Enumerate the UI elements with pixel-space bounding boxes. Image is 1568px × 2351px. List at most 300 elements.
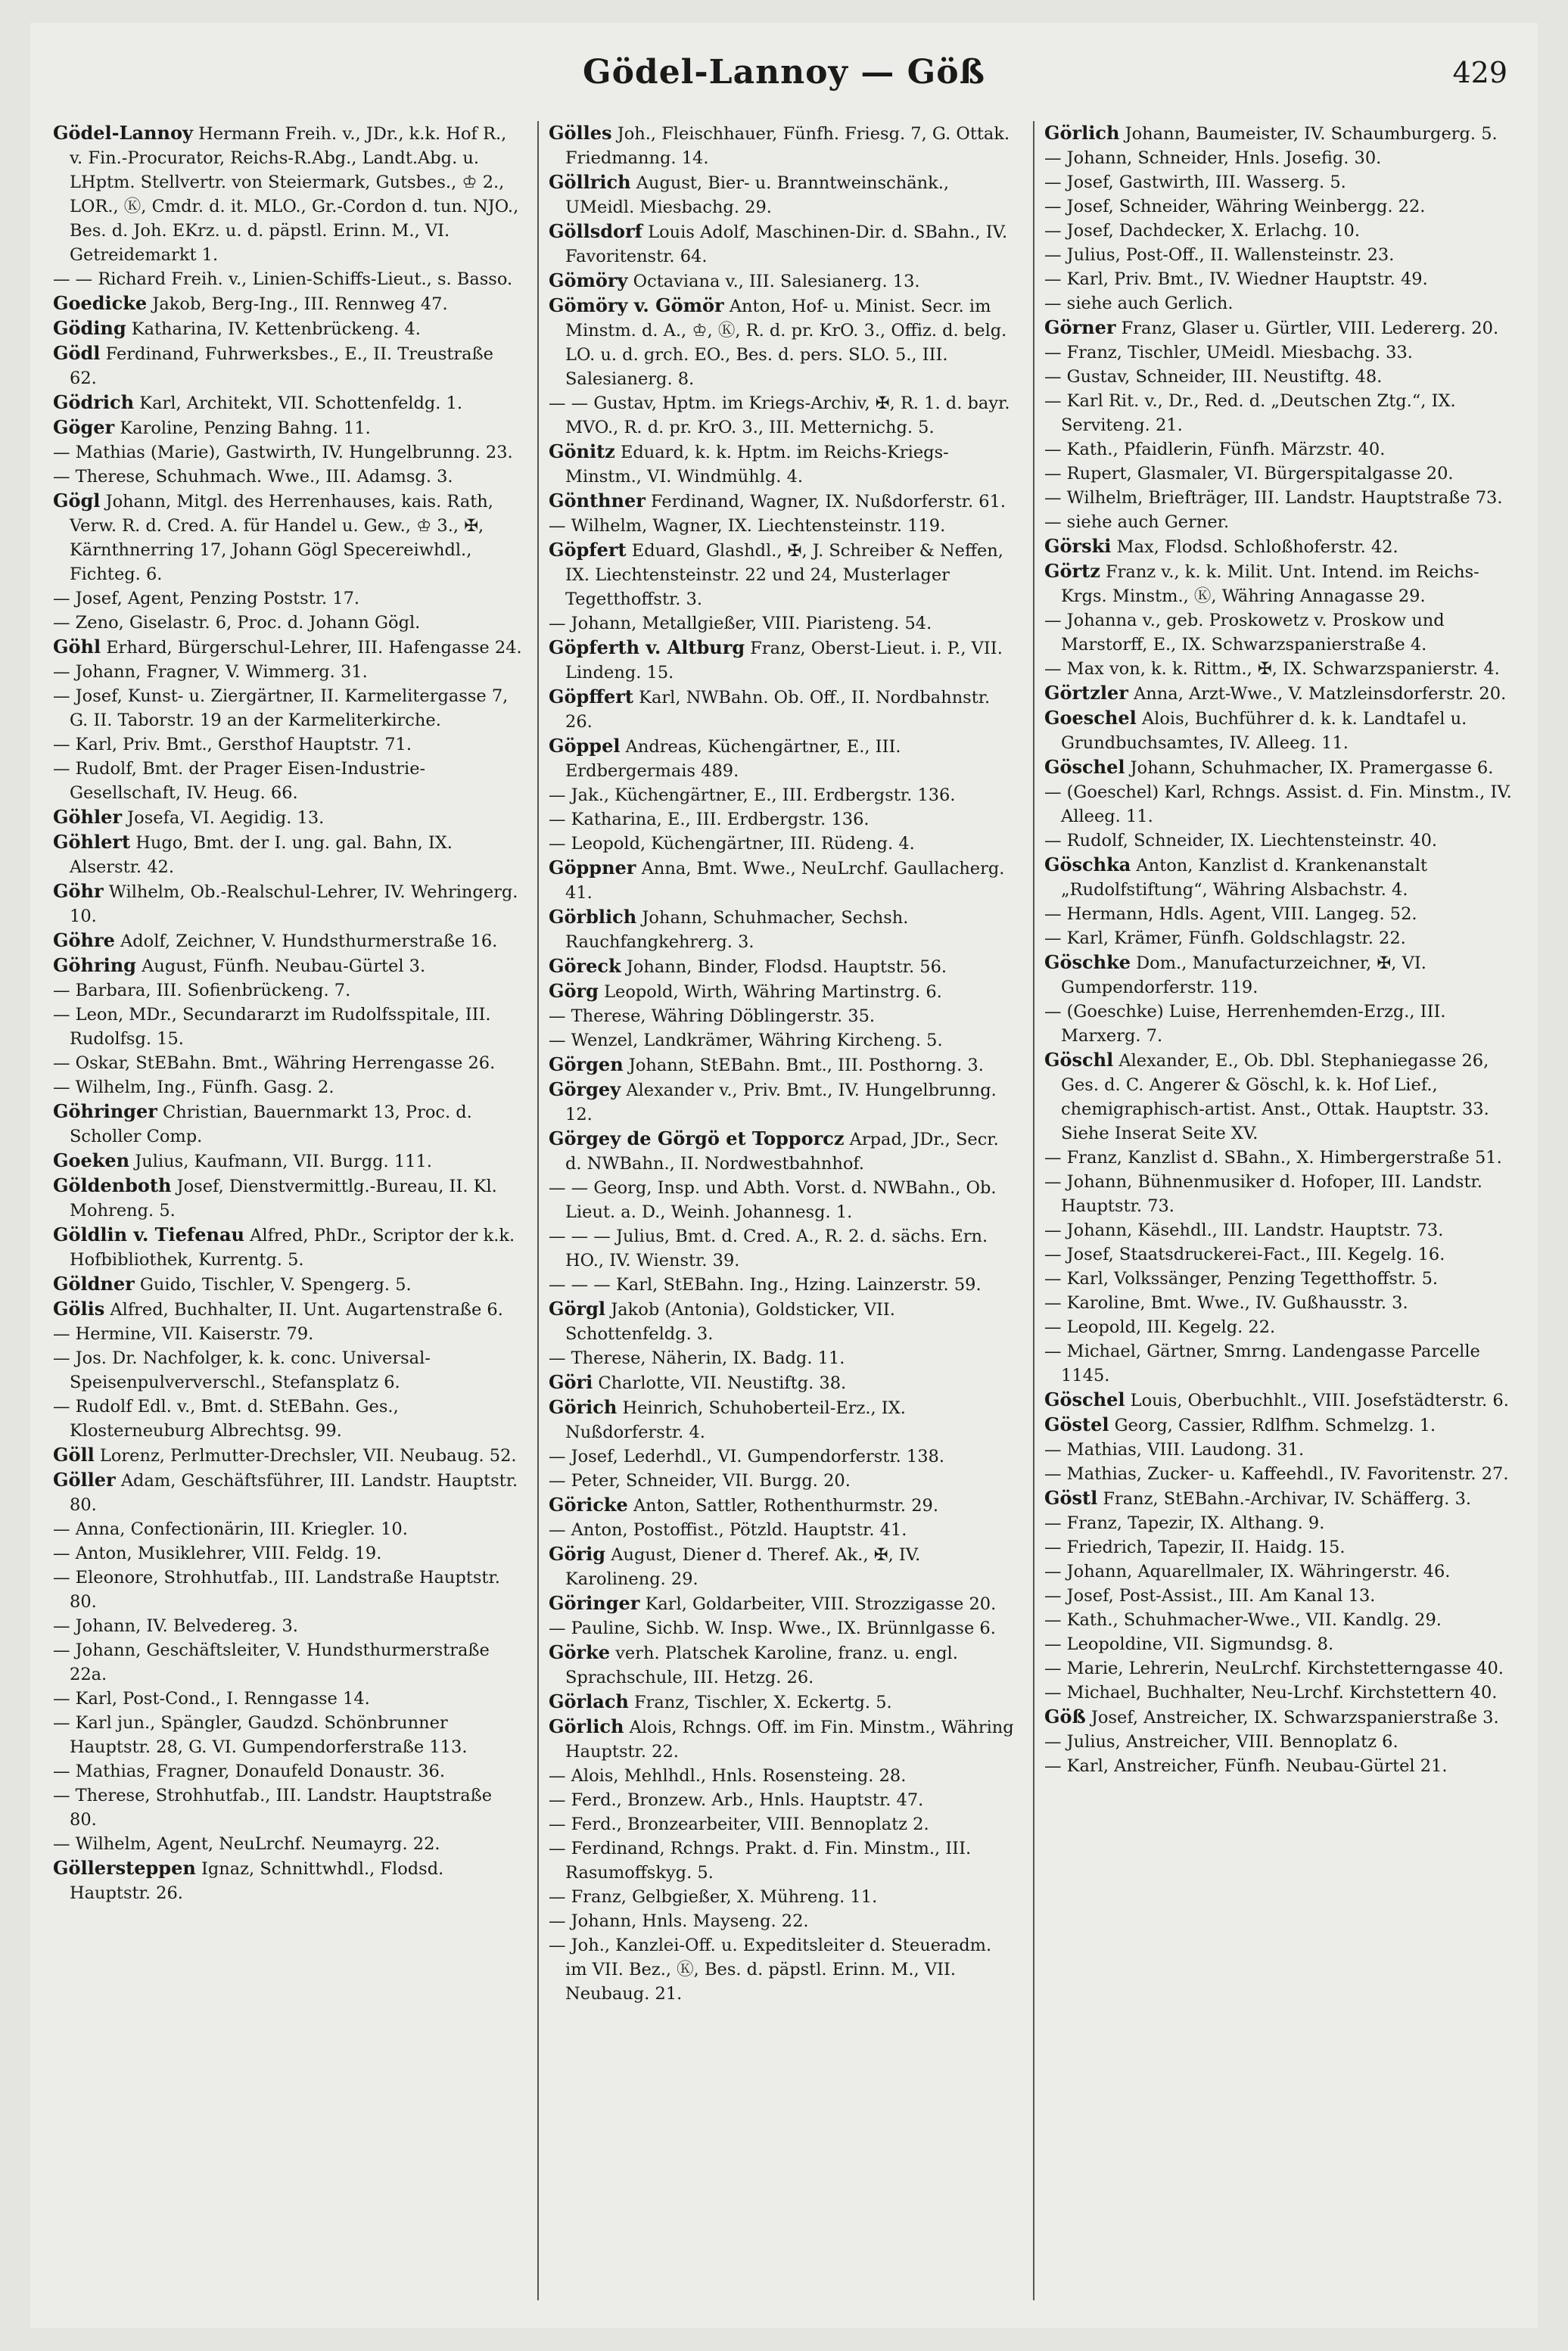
entry-details: Peter, Schneider, VII. Burgg. 20. xyxy=(571,1471,851,1491)
entry-ditto-dash: — xyxy=(1044,1002,1062,1022)
directory-entry xyxy=(1044,1267,1514,1291)
entry-surname: Göldlin v. Tiefenau xyxy=(53,1224,244,1245)
entry-details: Michael, Gärtner, Smrng. Landengasse Parcelle 1145. xyxy=(1061,1342,1480,1385)
directory-entry xyxy=(549,636,1018,685)
directory-entry xyxy=(1044,194,1514,219)
directory-entry xyxy=(53,1638,522,1687)
directory-entry xyxy=(1044,316,1514,341)
entry-surname: Göhlert xyxy=(53,831,131,853)
entry-surname: Gönitz xyxy=(549,440,615,462)
directory-entry xyxy=(549,1764,1018,1788)
directory-page xyxy=(30,23,1538,2328)
directory-entry xyxy=(549,685,1018,734)
directory-entry xyxy=(53,830,522,879)
directory-entry xyxy=(549,1224,1018,1273)
entry-surname: Gömöry xyxy=(549,269,628,291)
entry-details: Johann, Aquarellmaler, IX. Währingerstr. 46. xyxy=(1066,1562,1451,1581)
directory-entry xyxy=(549,856,1018,905)
entry-ditto-dash: — xyxy=(1044,367,1062,387)
entry-ditto-dash: — xyxy=(549,1887,566,1907)
entry-surname: Görtzler xyxy=(1044,682,1128,704)
directory-entry xyxy=(1044,1705,1514,1730)
entry-details: Gustav, Hptm. im Kriegs-Archiv, ✠, R. 1. d. bayr. MVO., R. d. pr. KrO. 3., III. Metternichg. 5. xyxy=(565,393,1010,437)
entry-details: Ignaz, Schnittwhdl., Flodsd. Hauptstr. 26. xyxy=(70,1859,444,1903)
directory-entry xyxy=(53,440,522,465)
entry-ditto-dash: — xyxy=(53,443,70,462)
directory-entry xyxy=(549,832,1018,856)
directory-entry xyxy=(53,1517,522,1541)
directory-entry xyxy=(549,1444,1018,1469)
entry-ditto-dash: — xyxy=(549,1911,566,1931)
entry-details: Leopold, III. Kegelg. 22. xyxy=(1066,1317,1276,1337)
entry-details: Alois, Buchführer d. k. k. Landtafel u. Grundbuchsamtes, IV. Alleeg. 11. xyxy=(1061,709,1467,753)
entry-surname: Göhring xyxy=(53,954,136,976)
directory-entry xyxy=(549,611,1018,636)
entry-ditto-dash: — xyxy=(549,1520,566,1540)
entry-details: Heinrich, Schuhoberteil-Erz., IX. Nußdorferstr. 4. xyxy=(565,1398,906,1442)
entry-details: Anna, Arzt-Wwe., V. Matzleinsdorferstr. 20. xyxy=(1134,684,1507,704)
entry-ditto-dash: — xyxy=(549,1936,566,1955)
directory-entry xyxy=(1044,1388,1514,1413)
entry-surname: Görich xyxy=(549,1396,618,1418)
entry-details: Karl, Krämer, Fünfh. Goldschlagstr. 22. xyxy=(1066,928,1406,948)
directory-entry xyxy=(53,1272,522,1297)
directory-entry xyxy=(53,978,522,1003)
directory-entry xyxy=(1044,534,1514,559)
entry-details: (Goeschel) Karl, Rchngs. Assist. d. Fin. Minstm., IV. Alleeg. 11. xyxy=(1061,782,1512,826)
entry-details: Erhard, Bürgerschul-Lehrer, III. Hafengasse 24. xyxy=(106,638,522,658)
directory-entry xyxy=(53,121,522,267)
directory-entry xyxy=(53,390,522,415)
directory-entry xyxy=(549,1469,1018,1493)
column-divider xyxy=(1033,121,1034,2300)
entry-ditto-dash: — xyxy=(1044,782,1062,802)
entry-details: Johann, Schuhmacher, Sechsh. Rauchfangkehrerg. 3. xyxy=(565,908,909,952)
page-header xyxy=(30,53,1538,106)
directory-entry xyxy=(53,1614,522,1638)
entry-ditto-dash: — xyxy=(1044,928,1062,948)
entry-surname: Görg xyxy=(549,980,599,1002)
directory-entry xyxy=(1044,755,1514,780)
entry-ditto-dash: — xyxy=(1044,1562,1062,1581)
entry-details: Johann, StEBahn. Bmt., III. Posthorng. 3. xyxy=(628,1056,984,1075)
entry-details: Franz v., k. k. Milit. Unt. Intend. im Reichs-Krgs. Minstm., Ⓚ, Währing Annagasse 29. xyxy=(1061,562,1479,606)
entry-ditto-dash: — xyxy=(549,1006,566,1026)
entry-ditto-dash: — xyxy=(53,686,70,706)
entry-ditto-dash: — xyxy=(1044,1538,1062,1557)
entry-surname: Gödel-Lannoy xyxy=(53,122,193,144)
directory-entry xyxy=(549,489,1018,514)
directory-entry xyxy=(549,1493,1018,1518)
entry-details: Franz, StEBahn.-Archivar, IV. Schäfferg. 3. xyxy=(1103,1489,1472,1509)
directory-entry xyxy=(549,1591,1018,1616)
entry-ditto-dash: — xyxy=(1044,1221,1062,1240)
entry-details: Ferd., Bronzearbeiter, VIII. Bennoplatz 2. xyxy=(571,1815,929,1834)
entry-surname: Gödrich xyxy=(53,391,135,413)
entry-details: Julius, Kaufmann, VII. Burgg. 111. xyxy=(135,1152,432,1171)
directory-entry xyxy=(53,341,522,390)
directory-entry xyxy=(549,1640,1018,1690)
entry-ditto-dash: — xyxy=(549,810,566,829)
directory-entry xyxy=(1044,559,1514,608)
entry-surname: Gögl xyxy=(53,490,101,512)
directory-entry xyxy=(53,660,522,684)
entry-details: Leopold, Küchengärtner, III. Rüdeng. 4. xyxy=(571,834,915,854)
page-number: 429 xyxy=(1452,56,1507,89)
directory-entry xyxy=(53,1832,522,1856)
entry-details: Marie, Lehrerin, NeuLrchf. Kirchstetterngasse 40. xyxy=(1066,1659,1504,1678)
entry-surname: Göhre xyxy=(53,929,115,951)
entry-details: Therese, Währing Döblingerstr. 35. xyxy=(571,1006,876,1026)
directory-entry xyxy=(1044,780,1514,829)
entry-details: Leopoldine, VII. Sigmundsg. 8. xyxy=(1066,1634,1334,1654)
entry-surname: Göschel xyxy=(1044,756,1125,778)
entry-ditto-dash: — xyxy=(1044,1732,1062,1752)
directory-entry xyxy=(549,807,1018,832)
entry-details: Josef, Schneider, Währing Weinbergg. 22. xyxy=(1066,197,1426,216)
entry-details: siehe auch Gerlich. xyxy=(1066,294,1234,313)
entry-details: Karoline, Penzing Bahng. 11. xyxy=(120,418,371,438)
entry-details: Friedrich, Tapezir, II. Haidg. 15. xyxy=(1066,1538,1346,1557)
directory-entry xyxy=(549,1395,1018,1444)
entry-ditto-dash: — xyxy=(549,1471,566,1491)
directory-entry xyxy=(549,538,1018,611)
entry-details: Anton, Musiklehrer, VIII. Feldg. 19. xyxy=(75,1544,382,1563)
entry-ditto-dash: — xyxy=(1044,1464,1062,1484)
entry-details: Karl, Volkssänger, Penzing Tegetthoffstr. 5. xyxy=(1066,1269,1439,1289)
entry-ditto-dash: — xyxy=(549,614,566,633)
entry-ditto-dash: — xyxy=(549,1031,566,1050)
directory-entry xyxy=(549,1273,1018,1297)
entry-details: Franz, Glaser u. Gürtler, VIII. Ledererg. 20. xyxy=(1121,319,1499,338)
entry-details: Georg, Cassier, Rdlfhm. Schmelzg. 1. xyxy=(1114,1416,1436,1435)
entry-surname: Görner xyxy=(1044,316,1116,338)
directory-entry xyxy=(1044,291,1514,316)
entry-surname: Göringer xyxy=(549,1592,640,1614)
entry-details: siehe auch Gerner. xyxy=(1066,512,1230,532)
entry-details: Josefa, VI. Aegidig. 13. xyxy=(127,808,325,828)
entry-details: Josef, Dachdecker, X. Erlachg. 10. xyxy=(1066,221,1361,241)
directory-entry xyxy=(1044,1511,1514,1535)
directory-entry xyxy=(549,440,1018,489)
entry-surname: Gölis xyxy=(53,1298,105,1320)
directory-entry xyxy=(549,1836,1018,1885)
entry-ditto-dash: — xyxy=(1044,148,1062,168)
entry-ditto-dash: — xyxy=(549,1619,566,1638)
entry-ditto-dash: — xyxy=(549,785,566,805)
entry-ditto-dash: — xyxy=(53,1616,70,1636)
entry-surname: Göhler xyxy=(53,806,122,828)
directory-entry xyxy=(53,1099,522,1149)
entry-surname: Göhr xyxy=(53,880,104,902)
entry-surname: Gömöry v. Gömör xyxy=(549,294,724,316)
directory-entry xyxy=(549,783,1018,807)
entry-details: Franz, Tapezir, IX. Althang. 9. xyxy=(1066,1513,1325,1533)
entry-ditto-dash: — xyxy=(1044,440,1062,459)
entry-details: Octaviana v., III. Salesianerg. 13. xyxy=(633,272,920,291)
directory-entry xyxy=(53,757,522,805)
entry-details: Josef, Anstreicher, IX. Schwarzspanierstraße 3. xyxy=(1090,1708,1499,1727)
entry-details: Alexander v., Priv. Bmt., IV. Hungelbrunng. 12. xyxy=(565,1081,997,1124)
entry-details: Karl, Priv. Bmt., Gersthof Hauptstr. 71. xyxy=(75,735,412,754)
directory-entry xyxy=(53,1856,522,1905)
directory-entry xyxy=(53,1566,522,1614)
entry-details: Eleonore, Strohhutfab., III. Landstraße Hauptstr. 80. xyxy=(70,1568,500,1612)
entry-ditto-dash: — xyxy=(53,1544,70,1563)
entry-surname: Görgen xyxy=(549,1053,624,1075)
entry-surname: Göstel xyxy=(1044,1413,1109,1435)
entry-ditto-dash: — xyxy=(549,1447,566,1466)
directory-entry xyxy=(53,1541,522,1566)
entry-details: August, Fünfh. Neubau-Gürtel 3. xyxy=(142,956,426,976)
directory-entry xyxy=(1044,437,1514,462)
entry-surname: Göldner xyxy=(53,1273,135,1295)
entry-surname: Görig xyxy=(549,1543,606,1565)
entry-ditto-dash: — — xyxy=(549,1178,589,1198)
entry-surname: Göschel xyxy=(1044,1389,1125,1410)
entry-details: Barbara, III. Sofienbrückeng. 7. xyxy=(75,981,351,1000)
directory-entry xyxy=(1044,365,1514,389)
entry-details: Johann, Baumeister, IV. Schaumburgerg. 5. xyxy=(1125,124,1498,144)
directory-entry xyxy=(53,267,522,291)
entry-ditto-dash: — xyxy=(53,1762,70,1781)
directory-entry xyxy=(1044,1242,1514,1267)
entry-surname: Göpffert xyxy=(549,686,633,707)
entry-details: Anton, Hof- u. Minist. Secr. im Minstm. d. A., ♔, Ⓚ, R. d. pr. KrO. 3., Offiz. d. belg. LO. u. d. grch. EO., Bes. d. pers. SLO. 5., III. Salesianerg. 8. xyxy=(565,297,1007,389)
entry-surname: Göschka xyxy=(1044,854,1131,875)
entry-details: Joh., Kanzlei-Off. u. Expeditsleiter d. Steueradm. im VII. Bez., Ⓚ, Bes. d. päpstl. Erinn. M., VII. Neubaug. 21. xyxy=(565,1936,992,2004)
entry-ditto-dash: — xyxy=(53,613,70,633)
directory-entry xyxy=(549,1885,1018,1909)
directory-entry xyxy=(53,1468,522,1517)
directory-entry xyxy=(549,1078,1018,1127)
entry-ditto-dash: — xyxy=(53,1519,70,1539)
entry-ditto-dash: — xyxy=(1044,488,1062,508)
directory-entry xyxy=(1044,706,1514,755)
directory-entry xyxy=(549,1616,1018,1640)
entry-details: Josef, Agent, Penzing Poststr. 17. xyxy=(75,589,360,608)
entry-details: Anton, Sattler, Rothenthurmstr. 29. xyxy=(633,1496,938,1516)
entry-surname: Göschke xyxy=(1044,951,1131,973)
directory-entry xyxy=(1044,1438,1514,1462)
directory-entry xyxy=(1044,341,1514,365)
directory-entry xyxy=(53,1759,522,1783)
directory-entry xyxy=(53,1443,522,1468)
directory-entry xyxy=(53,1687,522,1711)
directory-entry xyxy=(549,1127,1018,1176)
entry-details: Therese, Schuhmach. Wwe., III. Adamsg. 3. xyxy=(75,467,453,487)
entry-details: Julius, Post-Off., II. Wallensteinstr. 23. xyxy=(1066,245,1395,265)
entry-surname: Göri xyxy=(549,1371,593,1393)
entry-details: Christian, Bauernmarkt 13, Proc. d. Scholler Comp. xyxy=(70,1102,472,1146)
directory-entry xyxy=(549,734,1018,783)
directory-entry xyxy=(549,1788,1018,1812)
entry-ditto-dash: — xyxy=(1044,1756,1062,1776)
entry-details: verh. Platschek Karoline, franz. u. engl. Sprachschule, III. Hetzg. 26. xyxy=(565,1644,958,1687)
entry-details: Ferdinand, Rchngs. Prakt. d. Fin. Minstm., III. Rasumoffskyg. 5. xyxy=(565,1839,972,1883)
directory-entry xyxy=(549,905,1018,954)
directory-entry xyxy=(1044,902,1514,926)
entry-surname: Goeschel xyxy=(1044,707,1137,729)
entry-ditto-dash: — xyxy=(53,759,70,779)
entry-details: Alois, Mehlhdl., Hnls. Rosensteing. 28. xyxy=(571,1766,907,1786)
entry-details: Max, Flodsd. Schloßhoferstr. 42. xyxy=(1116,537,1398,557)
directory-entry xyxy=(549,1715,1018,1764)
directory-entry xyxy=(549,1690,1018,1715)
entry-details: Rudolf, Schneider, IX. Liechtensteinstr. 40. xyxy=(1066,831,1438,851)
entry-surname: Görtz xyxy=(1044,560,1100,582)
directory-entry xyxy=(53,1783,522,1832)
entry-ditto-dash: — xyxy=(1044,1342,1062,1361)
directory-entry xyxy=(549,954,1018,979)
entry-details: Johanna v., geb. Proskowetz v. Proskow und Marstorff, E., IX. Schwarzspanierstraße 4. xyxy=(1061,611,1445,655)
directory-entry xyxy=(1044,121,1514,146)
directory-entry xyxy=(1044,1413,1514,1438)
entry-details: Mathias, Fragner, Donaufeld Donaustr. 36. xyxy=(75,1762,445,1781)
entry-details: Ferd., Bronzew. Arb., Hnls. Hauptstr. 47. xyxy=(571,1790,924,1810)
entry-details: Karl, Architekt, VII. Schottenfeldg. 1. xyxy=(139,393,463,413)
entry-details: Hugo, Bmt. der I. ung. gal. Bahn, IX. Alserstr. 42. xyxy=(70,833,453,877)
entry-details: Jos. Dr. Nachfolger, k. k. conc. Universal-Speisenpulververschl., Stefansplatz 6. xyxy=(70,1348,431,1392)
entry-details: Adam, Geschäftsführer, III. Landstr. Hauptstr. 80. xyxy=(70,1471,518,1515)
directory-entry xyxy=(1044,1608,1514,1632)
directory-entry xyxy=(53,291,522,316)
entry-details: Charlotte, VII. Neustiftg. 38. xyxy=(598,1373,847,1393)
entry-details: Ferdinand, Fuhrwerksbes., E., II. Treustraße 62. xyxy=(70,344,493,388)
entry-ditto-dash: — xyxy=(1044,1293,1062,1313)
entry-ditto-dash: — xyxy=(1044,221,1062,241)
directory-entry xyxy=(549,1518,1018,1542)
entry-ditto-dash: — xyxy=(1044,1172,1062,1192)
directory-entry xyxy=(1044,267,1514,291)
entry-details: Richard Freih. v., Linien-Schiffs-Lieut., s. Basso. xyxy=(98,269,513,289)
directory-entry xyxy=(1044,1462,1514,1486)
entry-surname: Göll xyxy=(53,1444,95,1466)
entry-details: Josef, Kunst- u. Ziergärtner, II. Karmelitergasse 7, G. II. Taborstr. 19 an der Karmeliterkirche. xyxy=(70,686,509,730)
entry-details: Johann, Mitgl. des Herrenhauses, kais. Rath, Verw. R. d. Cred. A. für Handel u. Gew., ♔ 3., ✠, Kärnthnerring 17, Johann Gögl Specereiwhdl., Fichteg. 6. xyxy=(70,492,493,584)
directory-entry xyxy=(1044,1146,1514,1170)
entry-details: Oskar, StEBahn. Bmt., Währing Herrengasse 26. xyxy=(75,1053,496,1073)
entry-ditto-dash: — xyxy=(549,516,566,536)
directory-entry xyxy=(53,1174,522,1223)
entry-ditto-dash: — xyxy=(53,1834,70,1854)
entry-details: Franz, Tischler, UMeidl. Miesbachg. 33. xyxy=(1066,343,1413,362)
entry-details: Eduard, k. k. Hptm. im Reichs-Kriegs-Minstm., VI. Windmühlg. 4. xyxy=(565,443,949,487)
entry-ditto-dash: — xyxy=(53,1786,70,1805)
column-divider xyxy=(537,121,539,2300)
directory-entry xyxy=(549,1933,1018,2006)
directory-entry xyxy=(1044,829,1514,853)
directory-entry xyxy=(1044,1170,1514,1218)
entry-surname: Görlich xyxy=(1044,122,1120,144)
entry-details: Mathias, VIII. Laudong. 31. xyxy=(1066,1440,1305,1460)
entry-surname: Göstl xyxy=(1044,1487,1098,1509)
directory-entry xyxy=(1044,1560,1514,1584)
entry-details: Franz, Gelbgießer, X. Mühreng. 11. xyxy=(571,1887,878,1907)
directory-entry xyxy=(1044,219,1514,243)
directory-entry xyxy=(1044,462,1514,486)
entry-details: Karl, Priv. Bmt., IV. Wiedner Hauptstr. 49. xyxy=(1066,269,1428,289)
directory-entry xyxy=(1044,1584,1514,1608)
entry-details: Adolf, Zeichner, V. Hundsthurmerstraße 16. xyxy=(120,931,498,951)
entry-ditto-dash: — xyxy=(1044,1634,1062,1654)
entry-details: Rupert, Glasmaler, VI. Bürgerspitalgasse 20. xyxy=(1066,464,1454,484)
entry-details: Therese, Näherin, IX. Badg. 11. xyxy=(571,1348,845,1368)
directory-entry xyxy=(549,1542,1018,1591)
entry-surname: Goeken xyxy=(53,1149,130,1171)
entry-surname: Göding xyxy=(53,317,126,339)
directory-entry xyxy=(1044,950,1514,1000)
entry-surname: Göller xyxy=(53,1469,116,1491)
entry-details: Karoline, Bmt. Wwe., IV. Gußhausstr. 3. xyxy=(1066,1293,1408,1313)
entry-ditto-dash: — xyxy=(549,1790,566,1810)
entry-surname: Göpfert xyxy=(549,539,627,561)
entry-details: Max von, k. k. Rittm., ✠, IX. Schwarzspanierstr. 4. xyxy=(1066,659,1500,679)
entry-details: Wilhelm, Wagner, IX. Liechtensteinstr. 119. xyxy=(571,516,946,536)
entry-surname: Görski xyxy=(1044,535,1112,557)
directory-entry xyxy=(53,465,522,489)
entry-ditto-dash: — xyxy=(1044,1269,1062,1289)
entry-ditto-dash: — xyxy=(1044,512,1062,532)
entry-details: Hermine, VII. Kaiserstr. 79. xyxy=(75,1324,314,1344)
directory-entry xyxy=(549,1028,1018,1053)
directory-entry xyxy=(1044,657,1514,681)
entry-ditto-dash: — xyxy=(1044,611,1062,630)
entry-details: Joh., Fleischhauer, Fünfh. Friesg. 7, G. Ottak. Friedmanng. 14. xyxy=(565,124,1010,168)
entry-details: Wilhelm, Agent, NeuLrchf. Neumayrg. 22. xyxy=(75,1834,440,1854)
entry-details: Franz, Oberst-Lieut. i. P., VII. Lindeng. 15. xyxy=(565,639,1003,683)
entry-details: Wilhelm, Ob.-Realschul-Lehrer, IV. Wehringerg. 10. xyxy=(70,882,518,926)
entry-details: Mathias (Marie), Gastwirth, IV. Hungelbrunng. 23. xyxy=(75,443,513,462)
entry-ditto-dash: — — — xyxy=(549,1275,611,1295)
entry-details: Rudolf, Bmt. der Prager Eisen-Industrie-Gesellschaft, IV. Heug. 66. xyxy=(70,759,426,803)
entry-ditto-dash: — xyxy=(1044,464,1062,484)
directory-entry xyxy=(1044,853,1514,902)
entry-details: Leon, MDr., Secundararzt im Rudolfsspitale, III. Rudolfsg. 15. xyxy=(70,1005,491,1049)
directory-entry xyxy=(549,294,1018,391)
directory-entry xyxy=(53,1395,522,1443)
directory-entry xyxy=(53,1149,522,1174)
directory-entry xyxy=(1044,1656,1514,1681)
entry-ditto-dash: — xyxy=(53,1348,70,1368)
entry-ditto-dash: — xyxy=(1044,294,1062,313)
directory-entry xyxy=(1044,681,1514,706)
directory-entry xyxy=(549,1004,1018,1028)
entry-details: Julius, Anstreicher, VIII. Bennoplatz 6. xyxy=(1066,1732,1398,1752)
entry-details: Johann, Metallgießer, VIII. Piaristeng. 54. xyxy=(571,614,932,633)
directory-entry xyxy=(53,1223,522,1272)
entry-details: Rudolf Edl. v., Bmt. d. StEBahn. Ges., Klosterneuburg Albrechtsg. 99. xyxy=(70,1397,399,1441)
directory-entry xyxy=(53,928,522,953)
directory-entry xyxy=(549,219,1018,269)
entry-details: Dom., Manufacturzeichner, ✠, VI. Gumpendorferstr. 119. xyxy=(1061,953,1426,997)
entry-ditto-dash: — xyxy=(53,589,70,608)
entry-details: Georg, Insp. und Abth. Vorst. d. NWBahn., Ob. Lieut. a. D., Weinh. Johannesg. 1. xyxy=(565,1178,997,1222)
entry-ditto-dash: — xyxy=(53,1053,70,1073)
directory-entry xyxy=(1044,1291,1514,1315)
entry-details: Franz, Kanzlist d. SBahn., X. Himbergerstraße 51. xyxy=(1066,1148,1502,1168)
entry-details: Jakob (Antonia), Goldsticker, VII. Schottenfeldg. 3. xyxy=(565,1300,895,1344)
entry-details: Karl Rit. v., Dr., Red. d. „Deutschen Ztg.“, IX. Serviteng. 21. xyxy=(1061,391,1456,435)
entry-ditto-dash: — xyxy=(53,981,70,1000)
directory-entry xyxy=(53,635,522,660)
entry-details: Ferdinand, Wagner, IX. Nußdorferstr. 61. xyxy=(651,492,1006,512)
entry-details: Johann, IV. Belvedereg. 3. xyxy=(75,1616,298,1636)
entry-details: Gustav, Schneider, III. Neustiftg. 48. xyxy=(1066,367,1383,387)
entry-ditto-dash: — — xyxy=(53,269,93,289)
directory-entry xyxy=(549,170,1018,219)
entry-ditto-dash: — xyxy=(1044,1659,1062,1678)
